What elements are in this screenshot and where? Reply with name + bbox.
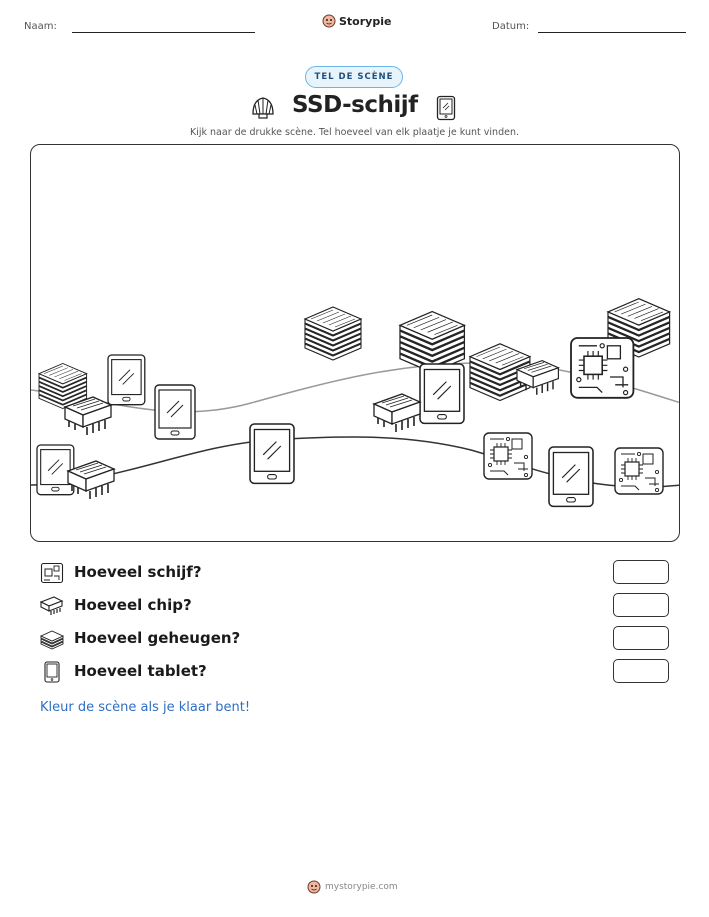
- answer-box-geheugen[interactable]: [613, 626, 669, 650]
- scene-tablet: [549, 447, 593, 506]
- counting-scene: [30, 144, 680, 542]
- answer-box-schijf[interactable]: [613, 560, 669, 584]
- scene-memory-stack: [305, 307, 361, 360]
- scene-chip: [68, 461, 114, 499]
- scene-badge: [305, 66, 403, 88]
- scene-tablet: [420, 364, 464, 423]
- question-row-geheugen: [40, 626, 670, 652]
- scene-chip: [374, 394, 420, 432]
- scene-drawing: [31, 145, 680, 542]
- question-label: Hoeveel tablet?: [74, 662, 207, 680]
- shell-icon: [250, 94, 276, 120]
- scene-tablet: [250, 424, 294, 483]
- question-label: Hoeveel chip?: [74, 596, 192, 614]
- question-label: Hoeveel schijf?: [74, 563, 202, 581]
- scene-tablet: [37, 445, 74, 495]
- question-row-schijf: [40, 560, 670, 586]
- badge-label: TEL DE SCÈNE: [314, 72, 394, 82]
- scene-circuit-board: [484, 433, 532, 479]
- chip-icon: [40, 595, 64, 617]
- page-title: SSD-schijf: [292, 92, 418, 118]
- brand-logo: [322, 14, 391, 28]
- answer-box-tablet[interactable]: [613, 659, 669, 683]
- name-field-line[interactable]: [72, 32, 255, 33]
- scene-circuit-board: [615, 448, 663, 494]
- scene-tablet: [108, 355, 145, 405]
- brand-name: Storypie: [339, 14, 392, 28]
- date-label: Datum:: [492, 21, 530, 32]
- circuit-board-icon: [40, 562, 64, 584]
- memory-stack-icon: [40, 628, 64, 650]
- date-field-line[interactable]: [538, 32, 686, 33]
- subtitle: Kijk naar de drukke scène. Tel hoeveel van elk plaatje je kunt vinden.: [190, 127, 519, 138]
- tablet-title-icon: [436, 95, 456, 121]
- question-row-chip: [40, 593, 670, 619]
- storypie-mascot-icon: [307, 880, 321, 894]
- scene-circuit-board: [571, 338, 633, 398]
- question-row-tablet: [40, 659, 670, 685]
- question-label: Hoeveel geheugen?: [74, 629, 241, 647]
- scene-tablet: [155, 385, 195, 439]
- title-row: [0, 92, 709, 124]
- footer-brand: [307, 880, 398, 894]
- name-label: Naam:: [24, 21, 57, 32]
- answer-box-chip[interactable]: [613, 593, 669, 617]
- tablet-icon: [40, 661, 64, 683]
- storypie-mascot-icon: [322, 14, 336, 28]
- color-instruction: Kleur de scène als je klaar bent!: [40, 700, 251, 715]
- footer-url[interactable]: mystorypie.com: [325, 882, 398, 892]
